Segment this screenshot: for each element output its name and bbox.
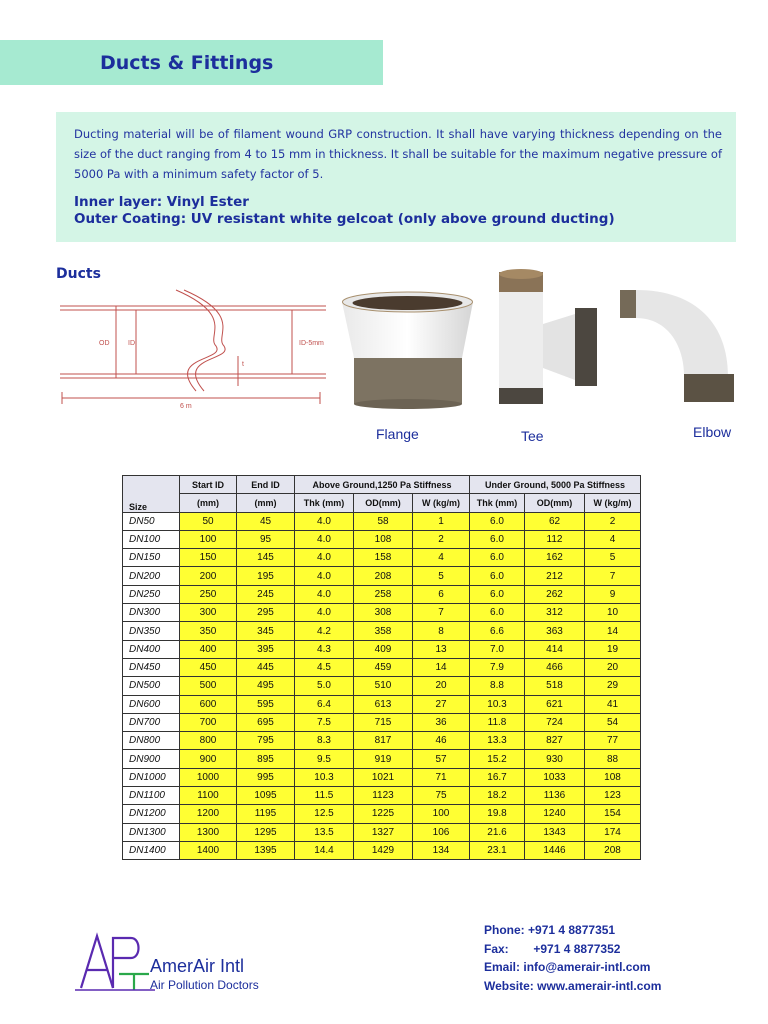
ag-od-header: OD(mm) [354,494,413,512]
size-cell: DN250 [123,585,180,603]
table-cell: 1395 [237,841,295,859]
table-cell: 1195 [237,805,295,823]
table-cell: 95 [237,530,295,548]
table-cell: 50 [180,512,237,530]
contact-phone-row [484,921,661,940]
table-cell: 7 [585,567,641,585]
table-cell: 75 [413,787,470,805]
table-cell: 27 [413,695,470,713]
start-id-header: Start ID [180,476,237,494]
tee-image [495,268,600,408]
table-cell: 100 [413,805,470,823]
size-cell: DN400 [123,640,180,658]
amerair-logo [75,930,155,992]
ug-od-header: OD(mm) [525,494,585,512]
table-cell: 5 [585,549,641,567]
table-cell: 621 [525,695,585,713]
table-cell: 900 [180,750,237,768]
table-cell: 18.2 [470,787,525,805]
table-cell: 262 [525,585,585,603]
table-cell: 11.5 [295,787,354,805]
table-cell: 36 [413,713,470,731]
table-cell: 10.3 [470,695,525,713]
table-cell: 724 [525,713,585,731]
table-sub-header-row [123,494,641,512]
table-cell: 6.6 [470,622,525,640]
table-cell: 459 [354,658,413,676]
table-cell: 500 [180,677,237,695]
table-cell: 57 [413,750,470,768]
table-cell: 445 [237,658,295,676]
table-cell: 795 [237,732,295,750]
fax-label: Fax: [484,941,509,956]
table-row [123,841,641,859]
table-cell: 308 [354,604,413,622]
table-cell: 5 [413,567,470,585]
table-cell: 245 [237,585,295,603]
table-cell: 1136 [525,787,585,805]
table-cell: 1446 [525,841,585,859]
size-cell: DN900 [123,750,180,768]
table-row [123,750,641,768]
table-cell: 14.4 [295,841,354,859]
table-row [123,823,641,841]
ducts-heading: Ducts [56,266,101,282]
size-cell: DN600 [123,695,180,713]
table-cell: 1 [413,512,470,530]
table-cell: 4 [413,549,470,567]
table-cell: 9 [585,585,641,603]
spec-table-body [123,512,641,860]
size-cell: DN500 [123,677,180,695]
table-cell: 13.3 [470,732,525,750]
table-cell: 6 [413,585,470,603]
under-ground-header: Under Ground, 5000 Pa Stiffness [470,476,641,494]
table-cell: 174 [585,823,641,841]
table-cell: 62 [525,512,585,530]
flange-image [340,290,475,410]
table-cell: 8.8 [470,677,525,695]
table-row [123,640,641,658]
spec-table [122,475,641,860]
table-cell: 595 [237,695,295,713]
table-cell: 800 [180,732,237,750]
table-cell: 1100 [180,787,237,805]
table-cell: 895 [237,750,295,768]
size-cell: DN800 [123,732,180,750]
od-label: OD [99,340,110,347]
table-cell: 7.0 [470,640,525,658]
table-cell: 11.8 [470,713,525,731]
inner-layer-text: Inner layer: Vinyl Ester [74,194,249,210]
table-cell: 363 [525,622,585,640]
table-row [123,530,641,548]
table-cell: 345 [237,622,295,640]
above-ground-header: Above Ground,1250 Pa Stiffness [295,476,470,494]
table-cell: 4.3 [295,640,354,658]
table-cell: 1000 [180,768,237,786]
phone-label: Phone: [484,923,525,937]
table-cell: 45 [237,512,295,530]
table-cell: 1400 [180,841,237,859]
size-cell: DN1100 [123,787,180,805]
table-cell: 134 [413,841,470,859]
table-row [123,658,641,676]
table-cell: 29 [585,677,641,695]
table-cell: 41 [585,695,641,713]
table-cell: 700 [180,713,237,731]
table-cell: 123 [585,787,641,805]
table-cell: 250 [180,585,237,603]
thickness-label: t [242,361,244,368]
table-cell: 1200 [180,805,237,823]
table-cell: 4.0 [295,530,354,548]
table-cell: 10 [585,604,641,622]
table-cell: 450 [180,658,237,676]
table-cell: 158 [354,549,413,567]
table-cell: 510 [354,677,413,695]
ag-thk-header: Thk (mm) [295,494,354,512]
table-cell: 162 [525,549,585,567]
website-label: Website: [484,978,534,993]
size-cell: DN1200 [123,805,180,823]
table-group-header-row [123,476,641,494]
table-cell: 6.4 [295,695,354,713]
phone-value: +971 4 8877351 [528,923,616,937]
size-cell: DN150 [123,549,180,567]
table-cell: 2 [413,530,470,548]
table-cell: 414 [525,640,585,658]
table-cell: 1240 [525,805,585,823]
table-cell: 13 [413,640,470,658]
end-id-unit: (mm) [237,494,295,512]
table-cell: 145 [237,549,295,567]
start-id-unit: (mm) [180,494,237,512]
table-cell: 4.2 [295,622,354,640]
elbow-label: Elbow [693,424,732,440]
table-row [123,549,641,567]
table-cell: 1300 [180,823,237,841]
table-cell: 19 [585,640,641,658]
end-id-header: End ID [237,476,295,494]
table-row [123,732,641,750]
table-cell: 7 [413,604,470,622]
tee-label: Tee [521,428,544,444]
table-cell: 2 [585,512,641,530]
table-cell: 1295 [237,823,295,841]
size-cell: DN200 [123,567,180,585]
page-title: Ducts & Fittings [100,52,274,74]
table-cell: 495 [237,677,295,695]
size-cell: DN100 [123,530,180,548]
fax-value: +971 4 8877352 [533,941,621,956]
table-cell: 4.0 [295,549,354,567]
table-cell: 77 [585,732,641,750]
table-cell: 5.0 [295,677,354,695]
size-cell: DN50 [123,512,180,530]
table-cell: 6.0 [470,585,525,603]
table-cell: 108 [354,530,413,548]
table-cell: 1123 [354,787,413,805]
table-cell: 1021 [354,768,413,786]
website-link[interactable]: www.amerair-intl.com [537,978,662,993]
table-cell: 4.0 [295,604,354,622]
table-row [123,622,641,640]
size-header: Size [123,476,180,513]
table-row [123,512,641,530]
table-cell: 195 [237,567,295,585]
ug-w-header: W (kg/m) [585,494,641,512]
table-row [123,787,641,805]
table-cell: 395 [237,640,295,658]
table-row [123,604,641,622]
table-cell: 715 [354,713,413,731]
table-cell: 9.5 [295,750,354,768]
table-cell: 200 [180,567,237,585]
id-label: ID [128,340,135,347]
table-cell: 12.5 [295,805,354,823]
table-cell: 88 [585,750,641,768]
table-cell: 10.3 [295,768,354,786]
table-cell: 106 [413,823,470,841]
intro-text: Ducting material will be of filament wound GRP construction. It shall have varying thickness depending on the size of the duct ranging from 4 to 15 mm in thickness. It shall be suitable for the maximum negative pressure of 5000 Pa with a minimum safety factor of 5. [74,127,722,181]
intro-box [56,112,736,242]
flange-label: Flange [376,426,419,442]
table-cell: 20 [413,677,470,695]
table-cell: 358 [354,622,413,640]
table-cell: 1429 [354,841,413,859]
logo-company-name: AmerAir Intl [150,956,245,976]
table-cell: 6.0 [470,530,525,548]
contact-website-row [484,977,661,996]
table-cell: 695 [237,713,295,731]
table-cell: 613 [354,695,413,713]
table-cell: 16.7 [470,768,525,786]
table-row [123,695,641,713]
table-row [123,585,641,603]
outer-coating-text: Outer Coating: UV resistant white gelcoat (only above ground ducting) [74,211,615,227]
table-cell: 518 [525,677,585,695]
table-cell: 6.0 [470,512,525,530]
ag-w-header: W (kg/m) [413,494,470,512]
size-cell: DN1300 [123,823,180,841]
table-cell: 14 [413,658,470,676]
table-cell: 208 [354,567,413,585]
table-cell: 58 [354,512,413,530]
table-cell: 108 [585,768,641,786]
table-cell: 4.0 [295,567,354,585]
table-cell: 15.2 [470,750,525,768]
table-cell: 19.8 [470,805,525,823]
table-cell: 466 [525,658,585,676]
size-cell: DN300 [123,604,180,622]
table-cell: 212 [525,567,585,585]
table-cell: 312 [525,604,585,622]
table-cell: 150 [180,549,237,567]
size-cell: DN450 [123,658,180,676]
table-cell: 46 [413,732,470,750]
table-cell: 350 [180,622,237,640]
table-row [123,677,641,695]
table-cell: 6.0 [470,604,525,622]
email-link[interactable]: info@amerair-intl.com [523,960,651,974]
table-cell: 1327 [354,823,413,841]
table-cell: 1225 [354,805,413,823]
table-cell: 400 [180,640,237,658]
table-cell: 100 [180,530,237,548]
ug-thk-header: Thk (mm) [470,494,525,512]
table-cell: 54 [585,713,641,731]
table-cell: 4.0 [295,512,354,530]
contact-fax-row [484,940,661,959]
table-cell: 4.5 [295,658,354,676]
table-cell: 827 [525,732,585,750]
title-bar [0,40,383,85]
table-row [123,567,641,585]
table-cell: 7.9 [470,658,525,676]
table-cell: 21.6 [470,823,525,841]
table-cell: 8.3 [295,732,354,750]
table-cell: 7.5 [295,713,354,731]
table-cell: 919 [354,750,413,768]
table-cell: 6.0 [470,567,525,585]
table-cell: 300 [180,604,237,622]
duct-diagram [56,286,336,416]
logo-tagline: Air Pollution Doctors [150,978,259,992]
table-cell: 1095 [237,787,295,805]
id-5mm-label: ID-5mm [299,340,324,347]
table-cell: 71 [413,768,470,786]
table-cell: 1033 [525,768,585,786]
table-row [123,768,641,786]
length-label: 6 m [180,403,192,410]
table-cell: 112 [525,530,585,548]
contact-email-row [484,958,661,977]
table-cell: 1343 [525,823,585,841]
size-cell: DN1400 [123,841,180,859]
table-cell: 258 [354,585,413,603]
table-cell: 14 [585,622,641,640]
email-label: Email: [484,960,521,974]
contact-block [484,921,661,995]
table-cell: 8 [413,622,470,640]
table-cell: 13.5 [295,823,354,841]
table-cell: 4 [585,530,641,548]
table-cell: 4.0 [295,585,354,603]
size-cell: DN350 [123,622,180,640]
table-cell: 409 [354,640,413,658]
size-cell: DN1000 [123,768,180,786]
table-row [123,805,641,823]
table-cell: 930 [525,750,585,768]
elbow-image [618,286,738,406]
table-cell: 295 [237,604,295,622]
table-cell: 995 [237,768,295,786]
table-cell: 23.1 [470,841,525,859]
table-cell: 208 [585,841,641,859]
table-cell: 154 [585,805,641,823]
table-cell: 20 [585,658,641,676]
size-cell: DN700 [123,713,180,731]
table-cell: 6.0 [470,549,525,567]
table-cell: 600 [180,695,237,713]
table-row [123,713,641,731]
table-cell: 817 [354,732,413,750]
